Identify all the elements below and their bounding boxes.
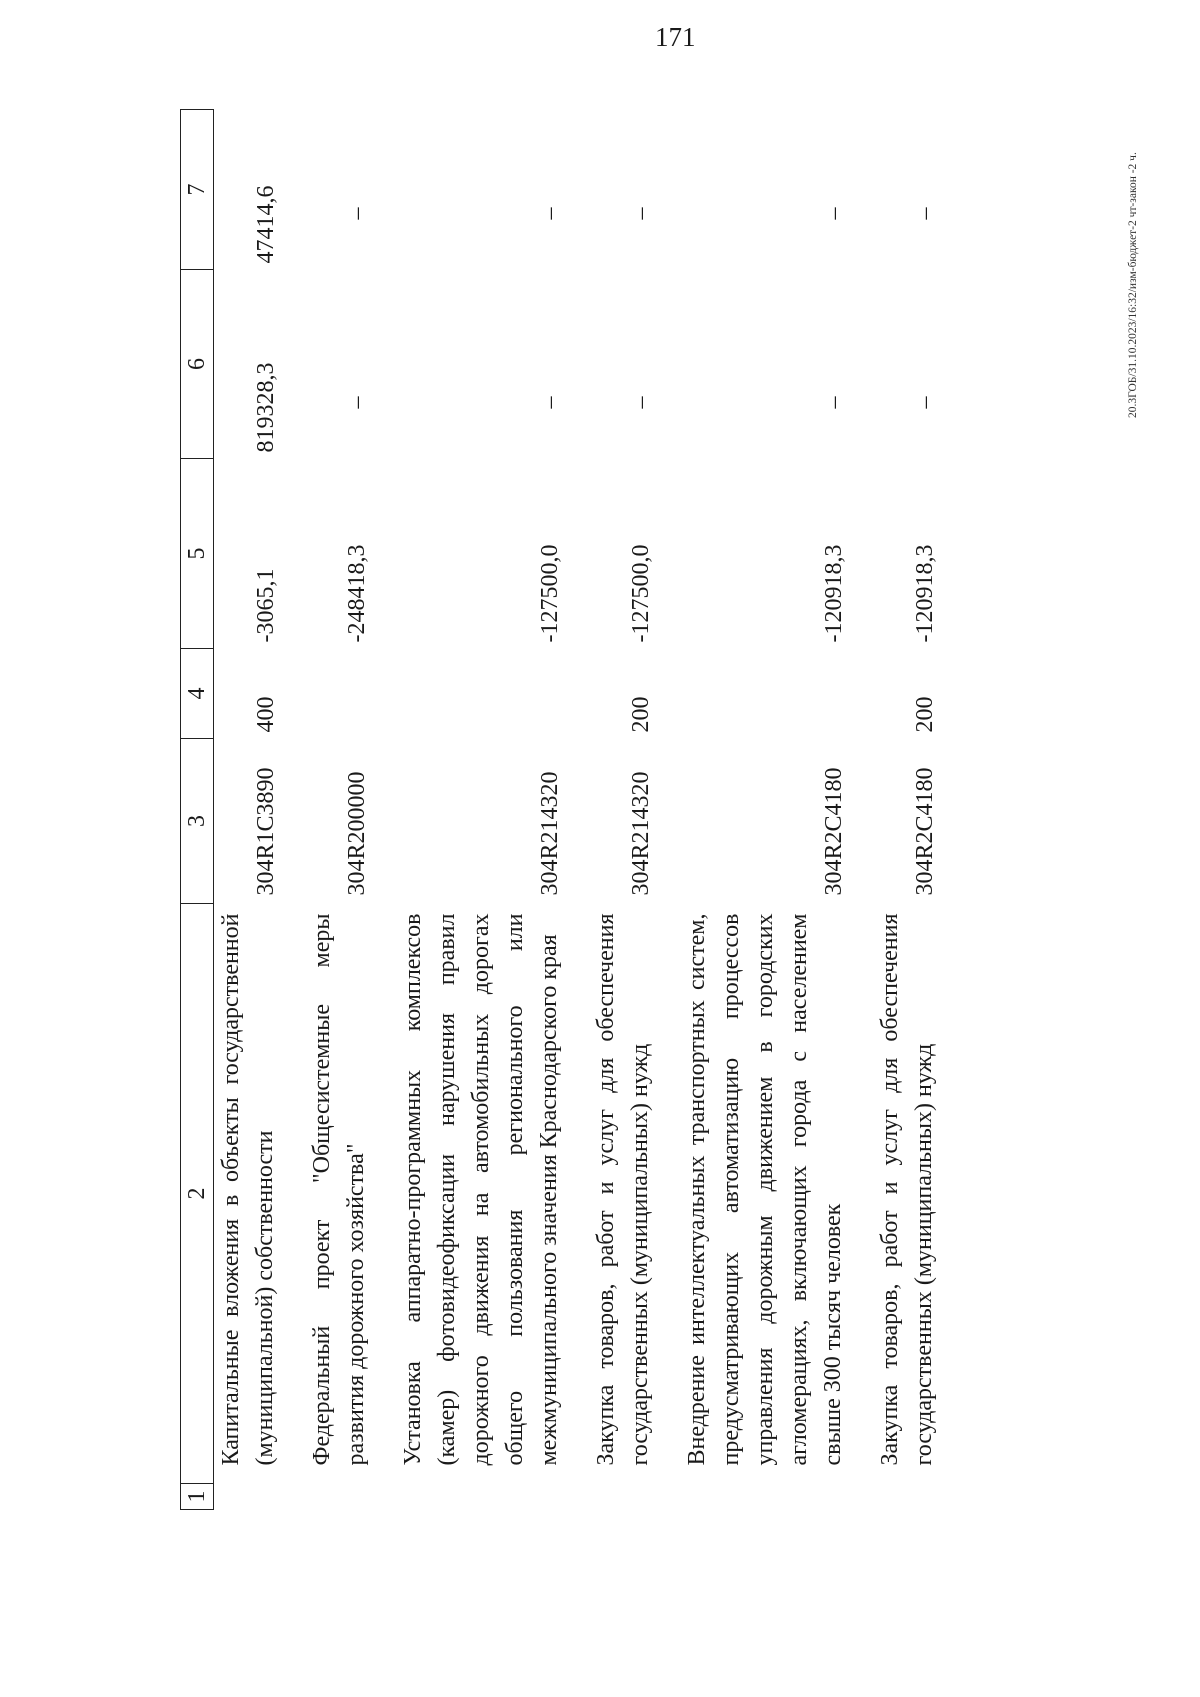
row-code: 304R214320 <box>628 771 654 896</box>
row-type <box>396 649 567 739</box>
row-type <box>680 649 851 739</box>
row-type: 400 <box>253 696 279 733</box>
column-header: 7 <box>181 110 214 270</box>
table-row <box>589 110 658 1510</box>
header-row <box>181 110 214 1510</box>
row-type <box>305 649 374 739</box>
row-description: Закупка товаров, работ и услуг для обеспечения государственных (муниципальных) нужд <box>877 913 937 1466</box>
row-amount-6: 819328,3 <box>253 362 279 453</box>
column-header: 5 <box>181 459 214 649</box>
row-type: 200 <box>628 696 654 733</box>
row-amount-5: -127500,0 <box>537 544 563 643</box>
row-amount-5: -127500,0 <box>628 544 654 643</box>
table-row <box>305 110 374 1510</box>
column-header: 6 <box>181 270 214 459</box>
column-header: 2 <box>181 904 214 1484</box>
row-amount-7: – <box>912 207 938 220</box>
row-amount-6: – <box>628 396 654 409</box>
table-row <box>873 110 942 1510</box>
row-description: Внедрение интеллектуальных транспортных систем, предусматривающих автоматизацию процессов управления дорожным движением в городских агломерациях, включающих города с населением свыше 300 тысяч человек <box>684 913 846 1466</box>
row-amount-7: 47414,6 <box>253 185 279 264</box>
column-header: 1 <box>181 1484 214 1510</box>
budget-table-rotated <box>180 110 940 1510</box>
row-amount-6: – <box>537 396 563 409</box>
column-header: 3 <box>181 739 214 904</box>
column-header: 4 <box>181 649 214 739</box>
table-row <box>396 110 567 1510</box>
row-code: 304R200000 <box>344 771 370 896</box>
footer-stamp: 20.3ГОБ/31.10.2023/16:32/изм-бюджет-2 чт-закон -2 ч. <box>1127 152 1139 418</box>
table-row <box>680 110 851 1510</box>
row-code: 304R2C4180 <box>821 767 847 896</box>
row-description: Капитальные вложения в объекты государственной (муниципальной) собственности <box>218 913 278 1466</box>
row-amount-5: -120918,3 <box>912 544 938 643</box>
page-number: 171 <box>655 22 696 52</box>
row-code: 304R1C3890 <box>253 767 279 896</box>
row-amount-7: – <box>344 207 370 220</box>
budget-table <box>180 109 942 1510</box>
row-amount-5: -3065,1 <box>253 568 279 643</box>
row-code: 304R2C4180 <box>912 767 938 896</box>
table-row <box>214 110 284 1510</box>
row-description: Установка аппаратно-программных комплексов (камер) фотовидеофиксации нарушения правил дорожного движения на автомобильных дорогах общего пользования регионального или межмуниципального значения Краснодарского края <box>400 913 562 1466</box>
row-code: 304R214320 <box>537 771 563 896</box>
row-amount-7: – <box>821 207 847 220</box>
row-description: Федеральный проект "Общесистемные меры развития дорожного хозяйства" <box>309 913 369 1466</box>
row-amount-6: – <box>344 396 370 409</box>
row-amount-6: – <box>912 396 938 409</box>
row-amount-7: – <box>537 207 563 220</box>
row-amount-5: -120918,3 <box>821 544 847 643</box>
row-amount-6: – <box>821 396 847 409</box>
row-amount-7: – <box>628 207 654 220</box>
row-amount-5: -248418,3 <box>344 544 370 643</box>
row-type: 200 <box>912 696 938 733</box>
row-description: Закупка товаров, работ и услуг для обеспечения государственных (муниципальных) нужд <box>593 913 653 1466</box>
